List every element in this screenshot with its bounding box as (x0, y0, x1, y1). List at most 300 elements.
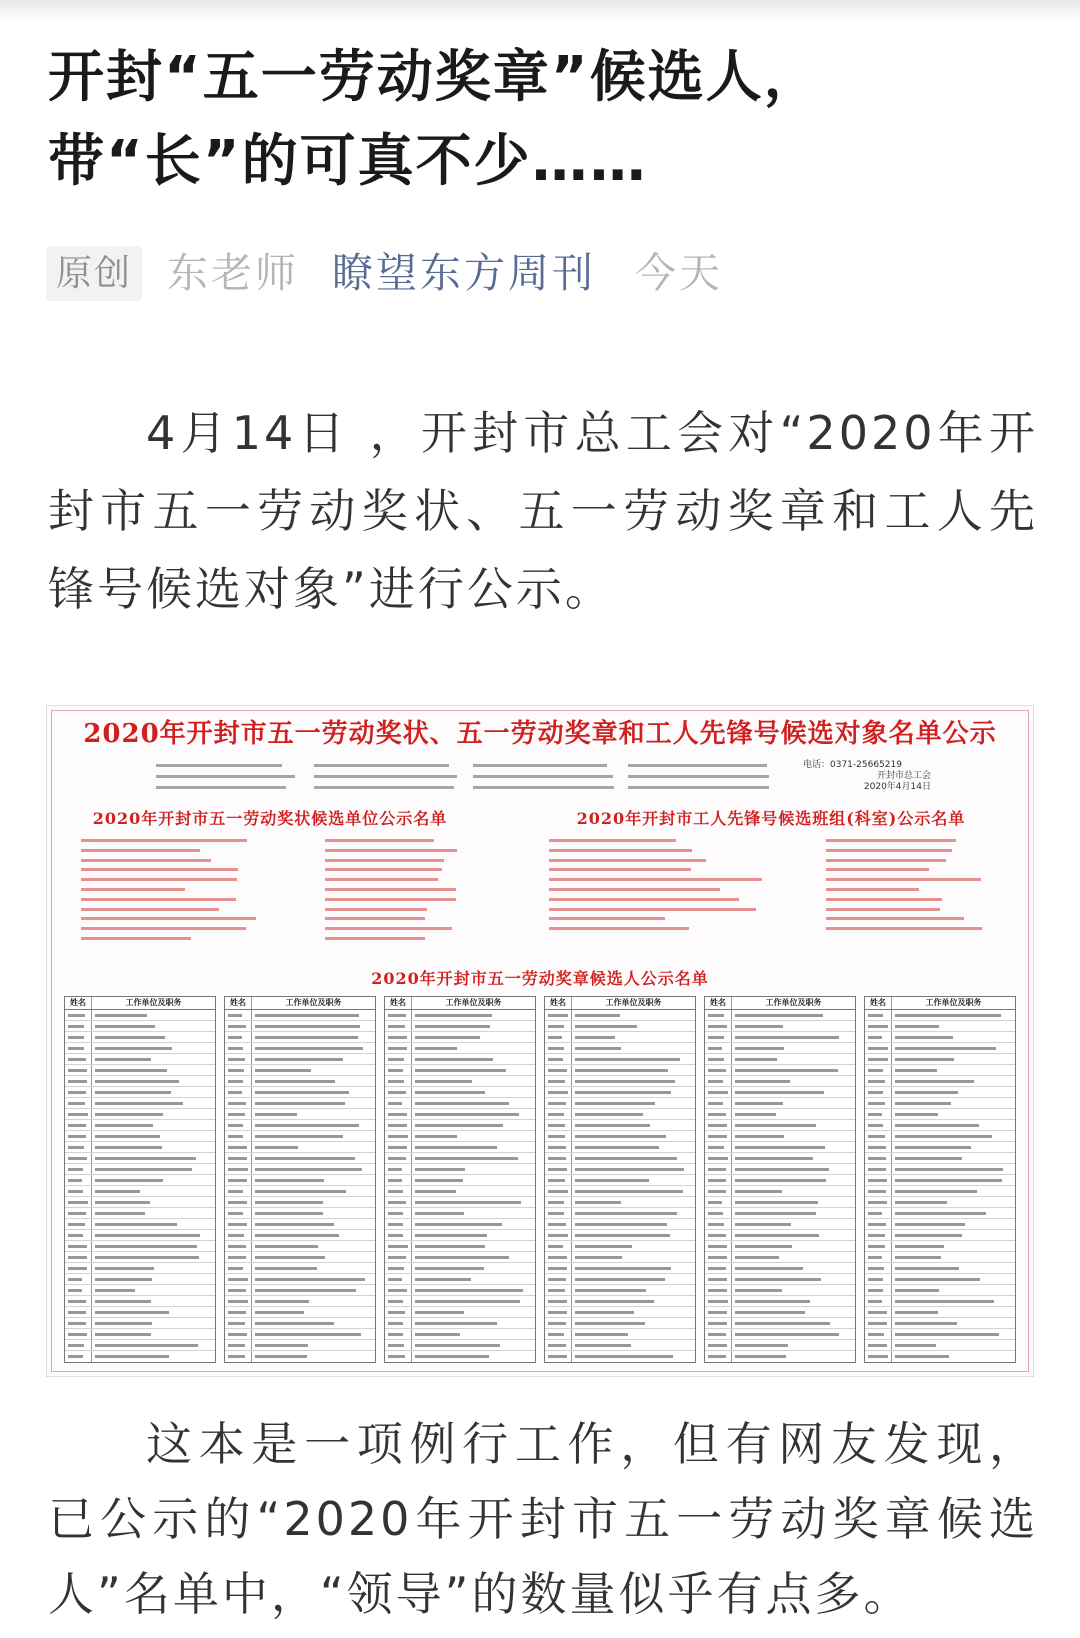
candidate-name-cell (65, 1285, 92, 1295)
candidate-name-cell (65, 1098, 92, 1108)
candidate-name-cell (225, 1109, 252, 1119)
candidate-work-unit-cell (92, 1329, 215, 1339)
candidate-work-unit-cell (892, 1043, 1015, 1053)
table-row (385, 1230, 535, 1241)
candidate-work-unit-cell (732, 1252, 855, 1262)
candidate-name-cell (865, 1021, 892, 1031)
candidate-name-cell (705, 1340, 732, 1350)
notice-date: 2020年4月14日 (863, 782, 931, 792)
table-row (705, 1164, 855, 1175)
candidate-work-unit-cell (252, 1175, 375, 1185)
illegible-text-line (325, 914, 425, 924)
table-row (865, 1296, 1015, 1307)
table-row (65, 1186, 215, 1197)
candidate-work-unit-cell (92, 1307, 215, 1317)
candidate-name-cell (385, 1351, 412, 1362)
table-row (545, 1010, 695, 1021)
candidate-work-unit-cell (412, 1087, 535, 1097)
candidate-name-cell (65, 1329, 92, 1339)
candidate-work-unit-cell (412, 1219, 535, 1229)
table-row (385, 1054, 535, 1065)
account-name-link[interactable]: 瞭望东方周刊 (332, 249, 596, 297)
candidate-name-cell (385, 1318, 412, 1328)
table-row (545, 1230, 695, 1241)
candidate-work-unit-cell (572, 1219, 695, 1229)
table-row (865, 1351, 1015, 1362)
table-row (65, 1274, 215, 1285)
candidate-work-unit-cell (892, 1252, 1015, 1262)
candidate-work-unit-cell (252, 1065, 375, 1075)
table-row (865, 1208, 1015, 1219)
candidate-work-unit-cell (892, 1230, 1015, 1240)
table-row (545, 1285, 695, 1296)
article-title-line: 带“长”的可真不少…… (48, 129, 648, 194)
top-status-strip (0, 0, 1080, 22)
paragraph-line: 封市五一劳动奖状、五一劳动奖章和工人先 (48, 484, 1038, 538)
illegible-text-line (81, 895, 236, 905)
table-row (385, 1120, 535, 1131)
candidate-name-cell (65, 1263, 92, 1273)
table-row (865, 1230, 1015, 1241)
candidate-name-cell (225, 1307, 252, 1317)
candidate-name-cell (225, 1164, 252, 1174)
candidate-work-unit-cell (892, 1307, 1015, 1317)
candidate-name-cell (705, 1252, 732, 1262)
candidate-work-unit-cell (252, 1329, 375, 1339)
candidate-name-cell (385, 1109, 412, 1119)
candidate-work-unit-cell (732, 1329, 855, 1339)
illegible-text-line (314, 760, 449, 771)
candidate-work-unit-cell (892, 1032, 1015, 1042)
candidate-name-cell (65, 1208, 92, 1218)
table-row (385, 1043, 535, 1054)
table-row (545, 1021, 695, 1032)
candidate-work-unit-cell (732, 1197, 855, 1207)
candidate-name-cell (705, 1230, 732, 1240)
table-row (225, 1131, 375, 1142)
candidate-work-unit-cell (252, 1274, 375, 1284)
table-row (225, 1340, 375, 1351)
candidate-work-unit-cell (732, 1131, 855, 1141)
candidate-name-cell (865, 1340, 892, 1350)
table-row (865, 1186, 1015, 1197)
candidate-work-unit-cell (252, 1241, 375, 1251)
table-row (225, 1043, 375, 1054)
illegible-text-line (81, 836, 247, 846)
table-row (865, 1307, 1015, 1318)
notice-title: 2020年开封市五一劳动奖状、五一劳动奖章和工人先锋号候选对象名单公示 (83, 719, 997, 749)
candidate-name-cell (865, 1197, 892, 1207)
table-row (545, 1087, 695, 1098)
candidate-work-unit-cell (252, 1153, 375, 1163)
candidate-name-cell (865, 1175, 892, 1185)
notice-intro-column (473, 760, 617, 793)
candidate-name-cell (545, 1296, 572, 1306)
table-row (65, 1197, 215, 1208)
candidate-name-cell (225, 1219, 252, 1229)
candidate-work-unit-cell (92, 1054, 215, 1064)
illegible-text-line (81, 856, 211, 866)
table-row (65, 1307, 215, 1318)
candidate-work-unit-cell (572, 1241, 695, 1251)
table-row (545, 1076, 695, 1087)
candidate-work-unit-cell (892, 1219, 1015, 1229)
candidate-work-unit-cell (412, 1274, 535, 1284)
candidate-work-unit-cell (572, 1032, 695, 1042)
candidate-work-unit-cell (412, 1164, 535, 1174)
candidate-work-unit-cell (252, 1285, 375, 1295)
table-row (865, 1274, 1015, 1285)
candidate-work-unit-cell (92, 1109, 215, 1119)
table-row (225, 1296, 375, 1307)
illegible-text-line (325, 885, 456, 895)
candidate-name-cell (225, 1010, 252, 1020)
table-row (65, 1021, 215, 1032)
table-row (225, 1164, 375, 1175)
candidate-table (384, 996, 536, 1363)
candidate-work-unit-cell (412, 1285, 535, 1295)
table-row (705, 1120, 855, 1131)
table-row (545, 1318, 695, 1329)
candidate-work-unit-cell (732, 1043, 855, 1053)
candidate-name-cell (865, 1131, 892, 1141)
candidate-work-unit-cell (252, 1263, 375, 1273)
table-row (225, 1274, 375, 1285)
illegible-text-line (156, 771, 295, 782)
candidate-name-cell (545, 1109, 572, 1119)
illegible-text-line (549, 914, 665, 924)
candidate-name-cell (385, 1076, 412, 1086)
candidate-work-unit-cell (92, 1043, 215, 1053)
table-header-row (225, 997, 375, 1010)
table-row (65, 1285, 215, 1296)
illegible-text-line (549, 885, 720, 895)
candidate-name-cell (385, 1164, 412, 1174)
candidate-name-cell (865, 1307, 892, 1317)
candidate-work-unit-cell (732, 1098, 855, 1108)
candidate-name-cell (545, 1263, 572, 1273)
candidate-work-unit-cell (252, 1098, 375, 1108)
candidate-work-unit-cell (732, 1208, 855, 1218)
candidate-name-cell (385, 1340, 412, 1350)
table-row (865, 1252, 1015, 1263)
award-units-list (325, 836, 461, 944)
candidate-name-cell (705, 1032, 732, 1042)
header-name: 姓名 (65, 997, 92, 1009)
candidate-name-cell (865, 1054, 892, 1064)
table-row (705, 1263, 855, 1274)
candidate-name-cell (545, 1252, 572, 1262)
header-work-unit: 工作单位及职务 (125, 998, 182, 1007)
candidate-name-cell (385, 1263, 412, 1273)
table-row (865, 1098, 1015, 1109)
candidate-name-cell (65, 1241, 92, 1251)
table-body (545, 1010, 695, 1362)
candidate-name-cell (705, 1208, 732, 1218)
candidate-work-unit-cell (572, 1021, 695, 1031)
candidate-work-unit-cell (732, 1142, 855, 1152)
illegible-text-line (81, 865, 238, 875)
candidate-name-cell (545, 1142, 572, 1152)
table-row (705, 1285, 855, 1296)
table-row (225, 1329, 375, 1340)
candidate-name-cell (225, 1263, 252, 1273)
illegible-text-line (314, 782, 454, 793)
table-row (65, 1131, 215, 1142)
candidate-name-cell (225, 1351, 252, 1362)
illegible-text-line (81, 875, 237, 885)
candidate-work-unit-cell (892, 1120, 1015, 1130)
candidate-name-cell (65, 1131, 92, 1141)
table-row (225, 1307, 375, 1318)
candidate-work-unit-cell (92, 1010, 215, 1020)
candidate-name-cell (385, 1274, 412, 1284)
candidate-work-unit-cell (252, 1076, 375, 1086)
candidate-work-unit-cell (92, 1098, 215, 1108)
candidate-work-unit-cell (252, 1197, 375, 1207)
candidate-name-cell (545, 1032, 572, 1042)
table-row (65, 1241, 215, 1252)
table-header-row (65, 997, 215, 1010)
candidate-name-cell (65, 1197, 92, 1207)
table-body (865, 1010, 1015, 1362)
candidate-name-cell (225, 1120, 252, 1130)
candidate-name-cell (65, 1087, 92, 1097)
candidate-work-unit-cell (92, 1197, 215, 1207)
illegible-text-line (81, 885, 185, 895)
candidate-name-cell (385, 1241, 412, 1251)
candidate-work-unit-cell (412, 1109, 535, 1119)
candidate-name-cell (385, 1098, 412, 1108)
candidate-name-cell (225, 1087, 252, 1097)
table-row (705, 1219, 855, 1230)
candidate-name-cell (705, 1186, 732, 1196)
table-row (385, 1010, 535, 1021)
medal-candidate-tables (64, 996, 1019, 1366)
notice-image[interactable] (46, 705, 1034, 1377)
table-row (65, 1065, 215, 1076)
candidate-work-unit-cell (572, 1274, 695, 1284)
candidate-work-unit-cell (412, 1351, 535, 1362)
candidate-name-cell (225, 1142, 252, 1152)
notice-intro-column (156, 760, 296, 793)
table-row (65, 1263, 215, 1274)
candidate-work-unit-cell (92, 1252, 215, 1262)
candidate-work-unit-cell (892, 1131, 1015, 1141)
candidate-name-cell (65, 1153, 92, 1163)
candidate-work-unit-cell (92, 1164, 215, 1174)
table-row (65, 1329, 215, 1340)
table-row (545, 1043, 695, 1054)
candidate-name-cell (385, 1021, 412, 1031)
candidate-work-unit-cell (92, 1186, 215, 1196)
candidate-work-unit-cell (732, 1109, 855, 1119)
candidate-name-cell (65, 1186, 92, 1196)
illegible-text-line (628, 760, 767, 771)
illegible-text-line (81, 934, 191, 944)
candidate-name-cell (385, 1230, 412, 1240)
candidate-name-cell (545, 1131, 572, 1141)
candidate-name-cell (705, 1175, 732, 1185)
candidate-work-unit-cell (252, 1010, 375, 1020)
table-row (225, 1285, 375, 1296)
candidate-work-unit-cell (572, 1065, 695, 1075)
candidate-name-cell (545, 1186, 572, 1196)
candidate-name-cell (385, 1307, 412, 1317)
candidate-name-cell (225, 1274, 252, 1284)
candidate-table (64, 996, 216, 1363)
candidate-work-unit-cell (892, 1274, 1015, 1284)
candidate-work-unit-cell (252, 1351, 375, 1362)
table-row (865, 1076, 1015, 1087)
table-row (225, 1010, 375, 1021)
candidate-work-unit-cell (252, 1307, 375, 1317)
candidate-name-cell (385, 1032, 412, 1042)
illegible-text-line (81, 846, 200, 856)
table-row (545, 1153, 695, 1164)
candidate-work-unit-cell (572, 1197, 695, 1207)
candidate-work-unit-cell (572, 1329, 695, 1339)
candidate-name-cell (705, 1351, 732, 1362)
candidate-name-cell (385, 1219, 412, 1229)
table-row (65, 1318, 215, 1329)
table-row (705, 1230, 855, 1241)
table-row (705, 1307, 855, 1318)
candidate-name-cell (225, 1318, 252, 1328)
illegible-text-line (549, 905, 756, 915)
candidate-work-unit-cell (412, 1021, 535, 1031)
illegible-text-line (549, 875, 762, 885)
candidate-name-cell (225, 1153, 252, 1163)
table-row (225, 1252, 375, 1263)
table-row (65, 1351, 215, 1362)
candidate-name-cell (225, 1329, 252, 1339)
candidate-work-unit-cell (892, 1109, 1015, 1119)
notice-issuer: 开封市总工会 (876, 771, 931, 781)
candidate-name-cell (865, 1098, 892, 1108)
candidate-work-unit-cell (252, 1131, 375, 1141)
table-row (385, 1340, 535, 1351)
candidate-work-unit-cell (412, 1186, 535, 1196)
candidate-table (704, 996, 856, 1363)
table-row (385, 1252, 535, 1263)
paragraph-line: 已公示的“2020年开封市五一劳动奖章候选 (48, 1492, 1038, 1546)
candidate-name-cell (865, 1263, 892, 1273)
candidate-name-cell (65, 1142, 92, 1152)
candidate-work-unit-cell (412, 1043, 535, 1053)
candidate-name-cell (865, 1351, 892, 1362)
table-row (865, 1087, 1015, 1098)
candidate-work-unit-cell (732, 1351, 855, 1362)
candidate-work-unit-cell (732, 1318, 855, 1328)
table-row (705, 1043, 855, 1054)
candidate-work-unit-cell (412, 1142, 535, 1152)
candidate-work-unit-cell (892, 1087, 1015, 1097)
table-header-row (705, 997, 855, 1010)
candidate-work-unit-cell (892, 1142, 1015, 1152)
candidate-work-unit-cell (572, 1043, 695, 1053)
candidate-work-unit-cell (732, 1032, 855, 1042)
candidate-work-unit-cell (892, 1340, 1015, 1350)
candidate-work-unit-cell (252, 1043, 375, 1053)
candidate-work-unit-cell (92, 1340, 215, 1350)
table-header-row (385, 997, 535, 1010)
candidate-work-unit-cell (732, 1263, 855, 1273)
table-row (225, 1351, 375, 1362)
article-title (48, 36, 1048, 204)
candidate-work-unit-cell (892, 1296, 1015, 1306)
candidate-name-cell (705, 1263, 732, 1273)
candidate-name-cell (385, 1197, 412, 1207)
candidate-work-unit-cell (572, 1175, 695, 1185)
illegible-text-line (549, 836, 676, 846)
table-row (865, 1021, 1015, 1032)
candidate-work-unit-cell (252, 1186, 375, 1196)
candidate-work-unit-cell (572, 1285, 695, 1295)
candidate-name-cell (865, 1318, 892, 1328)
table-row (65, 1043, 215, 1054)
candidate-name-cell (705, 1296, 732, 1306)
header-work-unit: 工作单位及职务 (605, 998, 662, 1007)
candidate-work-unit-cell (412, 1120, 535, 1130)
candidate-work-unit-cell (252, 1087, 375, 1097)
candidate-work-unit-cell (412, 1175, 535, 1185)
candidate-work-unit-cell (412, 1098, 535, 1108)
table-row (225, 1197, 375, 1208)
candidate-work-unit-cell (412, 1153, 535, 1163)
candidate-work-unit-cell (252, 1230, 375, 1240)
header-name: 姓名 (385, 997, 412, 1009)
candidate-work-unit-cell (732, 1021, 855, 1031)
candidate-name-cell (65, 1010, 92, 1020)
table-row (65, 1153, 215, 1164)
table-row (65, 1208, 215, 1219)
candidate-name-cell (545, 1340, 572, 1350)
table-row (865, 1241, 1015, 1252)
table-row (545, 1054, 695, 1065)
candidate-work-unit-cell (732, 1010, 855, 1020)
candidate-name-cell (705, 1087, 732, 1097)
table-row (385, 1087, 535, 1098)
candidate-work-unit-cell (92, 1351, 215, 1362)
candidate-work-unit-cell (892, 1329, 1015, 1339)
candidate-name-cell (705, 1307, 732, 1317)
illegible-text-line (325, 895, 456, 905)
author-name: 东老师 (167, 249, 299, 297)
candidate-work-unit-cell (252, 1109, 375, 1119)
illegible-text-line (549, 924, 689, 934)
table-row (705, 1252, 855, 1263)
candidate-name-cell (225, 1175, 252, 1185)
candidate-work-unit-cell (732, 1186, 855, 1196)
illegible-text-line (826, 836, 956, 846)
candidate-work-unit-cell (572, 1153, 695, 1163)
table-row (705, 1241, 855, 1252)
illegible-text-line (81, 914, 256, 924)
table-row (385, 1131, 535, 1142)
candidate-name-cell (865, 1241, 892, 1251)
table-row (545, 1142, 695, 1153)
candidate-name-cell (865, 1065, 892, 1075)
candidate-work-unit-cell (412, 1065, 535, 1075)
candidate-work-unit-cell (92, 1208, 215, 1218)
candidate-name-cell (865, 1120, 892, 1130)
candidate-name-cell (385, 1186, 412, 1196)
candidate-work-unit-cell (572, 1252, 695, 1262)
candidate-name-cell (385, 1285, 412, 1295)
table-body (705, 1010, 855, 1362)
candidate-work-unit-cell (412, 1318, 535, 1328)
